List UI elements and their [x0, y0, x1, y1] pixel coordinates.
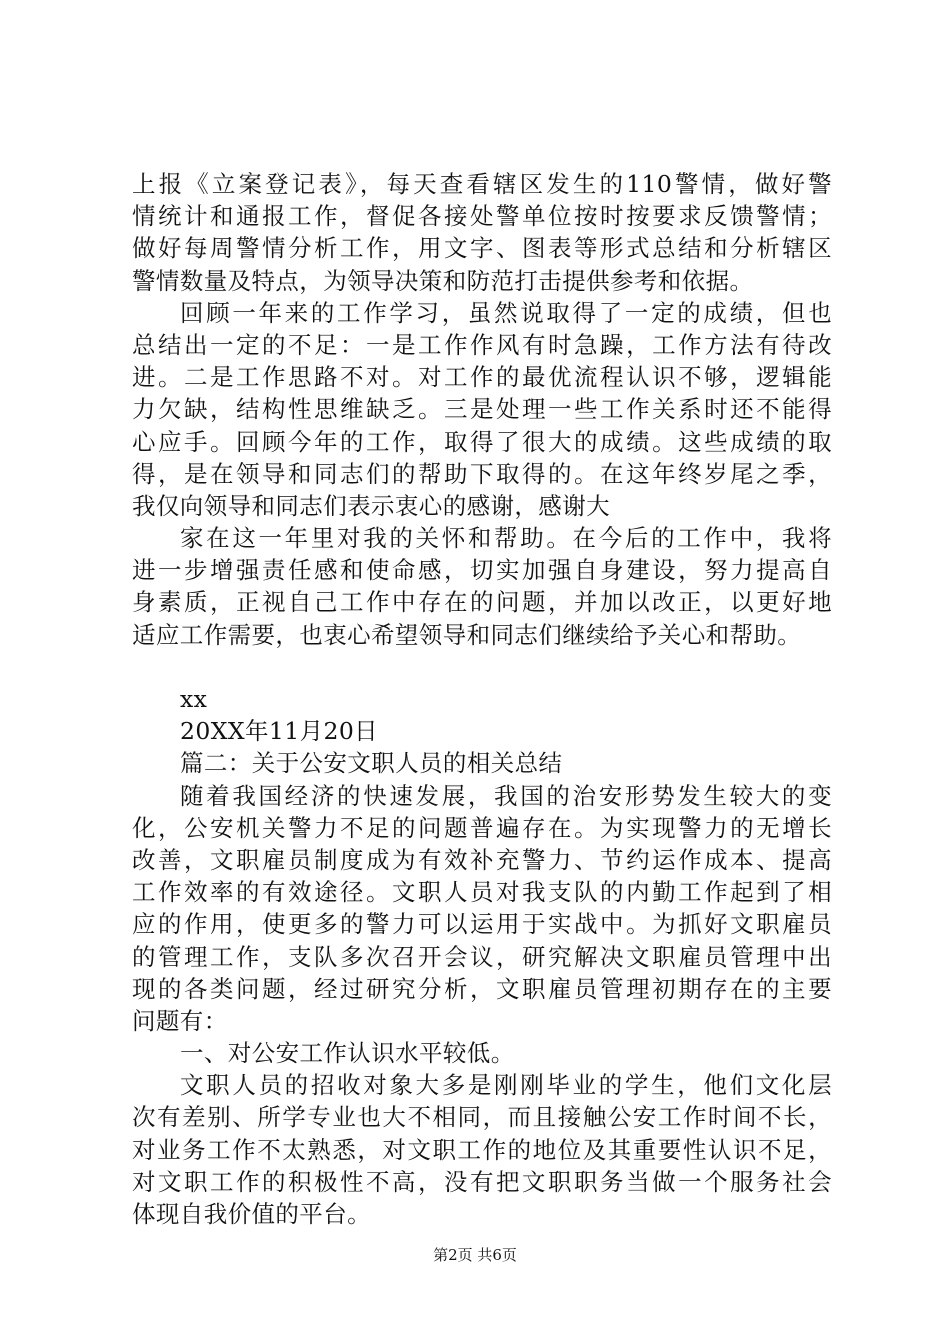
text-line: 心应手。回顾今年的工作，取得了很大的成绩。这些成绩的取: [132, 427, 832, 456]
text-line: 情统计和通报工作，督促各接处警单位按时按要求反馈警情；: [132, 202, 832, 231]
text-line: 适应工作需要，也衷心希望领导和同志们继续给予关心和帮助。: [132, 620, 802, 649]
text-line: 上报《立案登记表》，每天查看辖区发生的110警情，做好警: [132, 170, 832, 198]
text-line: 对文职工作的积极性不高，没有把文职职务当做一个服务社会: [132, 1167, 832, 1196]
text-line: 我仅向领导和同志们表示衷心的感谢，感谢大: [132, 491, 610, 520]
text-line: 文职人员的招收对象大多是刚刚毕业的学生，他们文化层: [180, 1071, 832, 1100]
page-number-footer: 第2页 共6页: [433, 1246, 517, 1264]
text-line: 改善，文职雇员制度成为有效补充警力、节约运作成本、提高: [132, 845, 832, 874]
blank-line: [132, 651, 832, 683]
text-line: 力欠缺，结构性思维缺乏。三是处理一些工作关系时还不能得: [132, 395, 832, 424]
document-body: [132, 168, 832, 1230]
text-line: 总结出一定的不足：一是工作作风有时急躁，工作方法有待改: [132, 330, 832, 359]
text-line: 警情数量及特点，为领导决策和防范打击提供参考和依据。: [132, 266, 754, 295]
text-line: 进一步增强责任感和使命感，切实加强自身建设，努力提高自: [132, 556, 832, 585]
text-line: 应的作用，使更多的警力可以运用于实战中。为抓好文职雇员: [132, 910, 832, 939]
text-line: 化，公安机关警力不足的问题普遍存在。为实现警力的无增长: [132, 813, 832, 842]
signature-name: xx: [180, 685, 208, 713]
text-line: 回顾一年来的工作学习，虽然说取得了一定的成绩，但也: [180, 298, 832, 327]
text-line: 对业务工作不太熟悉，对文职工作的地位及其重要性认识不足，: [132, 1135, 832, 1164]
text-line: 得，是在领导和同志们的帮助下取得的。在这年终岁尾之季，: [132, 459, 832, 488]
text-line: 随着我国经济的快速发展，我国的治安形势发生较大的变: [180, 781, 832, 810]
text-line: 体现自我价值的平台。: [132, 1200, 371, 1228]
text-line: 进。二是工作思路不对。对工作的最优流程认识不够，逻辑能: [132, 363, 832, 392]
signature-date: 20XX年11月20日: [180, 717, 379, 746]
text-line: 身素质，正视自己工作中存在的问题，并加以改正，以更好地: [132, 588, 832, 617]
text-line: 现的各类问题，经过研究分析，文职雇员管理初期存在的主要: [132, 974, 832, 1003]
subsection-heading: 一、对公安工作认识水平较低。: [180, 1039, 515, 1068]
text-line: 问题有：: [132, 1006, 228, 1035]
text-line: 做好每周警情分析工作，用文字、图表等形式总结和分析辖区: [132, 234, 832, 263]
text-line: 工作效率的有效途径。文职人员对我支队的内勤工作起到了相: [132, 878, 832, 907]
text-line: 家在这一年里对我的关怀和帮助。在今后的工作中，我将: [180, 524, 832, 553]
text-line: 次有差别、所学专业也大不相同，而且接触公安工作时间不长，: [132, 1103, 832, 1132]
section-heading: 篇二：关于公安文职人员的相关总结: [180, 749, 563, 778]
text-line: 的管理工作，支队多次召开会议，研究解决文职雇员管理中出: [132, 942, 832, 971]
